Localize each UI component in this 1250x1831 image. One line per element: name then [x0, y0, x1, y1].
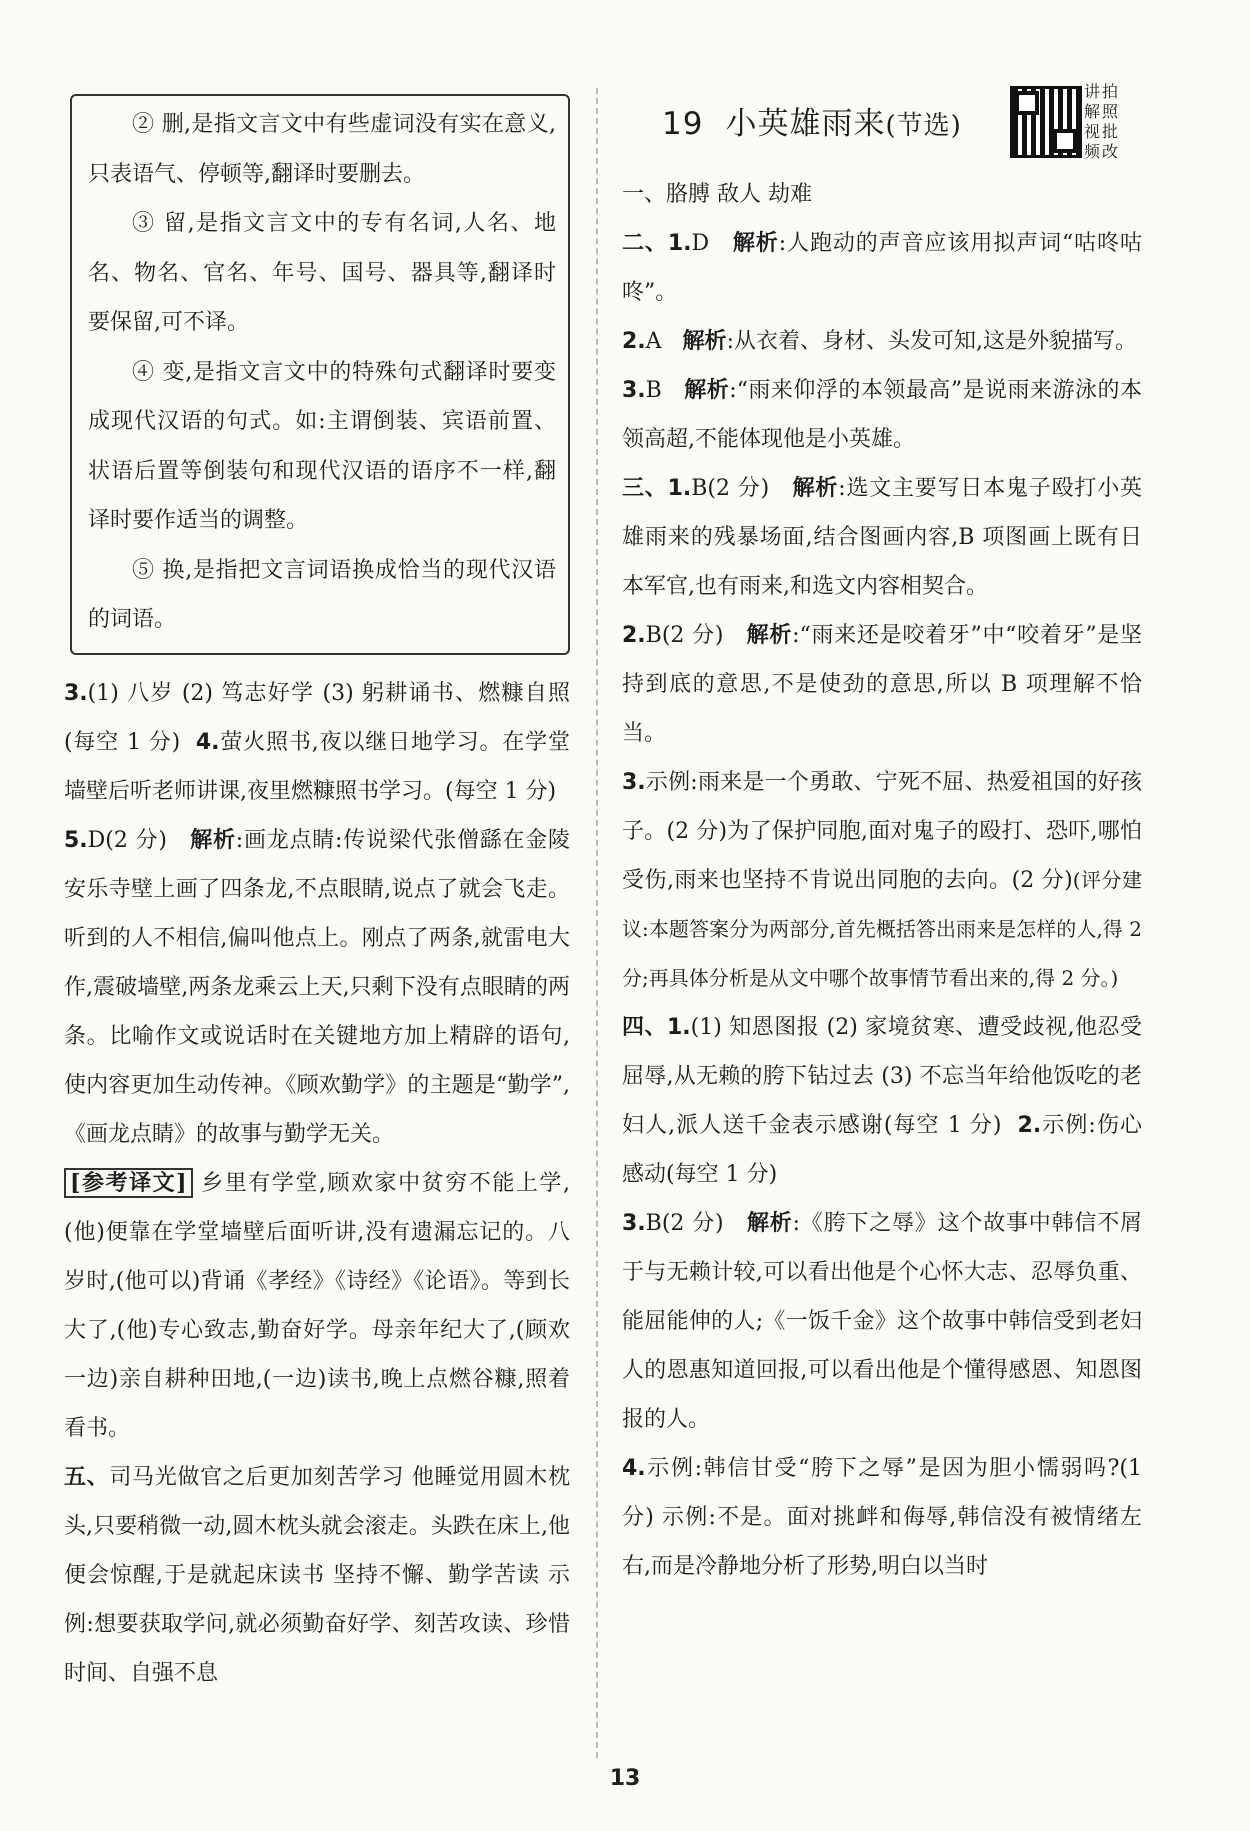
left-column — [64, 86, 570, 1698]
qr-code-icon[interactable] — [1010, 86, 1082, 158]
answer-section-1: 一、胳膊 敌人 劫难 — [622, 182, 812, 207]
answer-section-5: 五、司马光做官之后更加刻苦学习 他睡觉用圆木枕头,只要稍微一动,圆木枕头就会滚走。头跌在床上,他便会惊醒,于是就起床读书 坚持不懈、勤学苦读 示例:想要获取学问,就必须勤奋好学、刻苦攻读、珍惜时间、自强不息 — [64, 1464, 570, 1686]
lesson-title: 19 小英雄雨来(节选) — [662, 106, 962, 142]
answer-3-2: 2.B(2 分) 解析:“雨来还是咬着牙”中“咬着牙”是坚持到底的意思,不是使劲的意思,所以 B 项理解不恰当。 — [622, 622, 1143, 746]
answer-2-3: 3.B 解析:“雨来仰浮的本领最高”是说雨来游泳的本领高超,不能体现他是小英雄。 — [622, 377, 1142, 452]
translation-method-box — [70, 94, 570, 655]
answer-3-3: 3.示例:雨来是一个勇敢、宁死不屈、热爱祖国的好孩子。(2 分)为了保护同胞,面对鬼子的殴打、恐吓,哪怕受伤,雨来也坚持不肯说出同胞的去向。(2 分)(评分建议:本题答案分为两部分,首先概括答出雨来是怎样的人,得 2 分;再具体分析是从文中哪个故事情节看出来的,得 2 分。) — [622, 770, 1142, 990]
answer-q3-q4: 3.(1) 八岁 (2) 笃志好学 (3) 躬耕诵书、燃糠自照(每空 1 分) 4.萤火照书,夜以继日地学习。在学堂墙壁后听老师讲课,夜里燃糠照书学习。(每空 1 分) — [64, 680, 570, 804]
answer-4-3: 3.B(2 分) 解析:《胯下之辱》这个故事中韩信不屑于与无赖计较,可以看出他是个心怀大志、忍辱负重、能屈能伸的人;《一饭千金》这个故事中韩信受到老妇人的恩惠知道回报,可以看出他是个懂得感恩、知恩图报的人。 — [622, 1210, 1142, 1432]
answer-4-1: 四、1.(1) 知恩图报 (2) 家境贫寒、遭受歧视,他忍受屈辱,从无赖的胯下钻过去 (3) 不忘当年给他饭吃的老妇人,派人送千金表示感谢(每空 1 分) 2.示例:伤心 感动(每空 1 分) — [622, 1015, 1142, 1187]
column-divider — [596, 88, 598, 1758]
qr-caption: 讲拍 解照 视批 频改 — [1084, 82, 1121, 161]
answer-q5: 5.D(2 分) 解析:画龙点睛:传说梁代张僧繇在金陵安乐寺壁上画了四条龙,不点眼睛,说点了就会飞走。听到的人不相信,偏叫他点上。刚点了两条,就雷电大作,震破墙壁,两条龙乘云上天,只剩下没有点眼睛的两条。比喻作文或说话时在关键地方加上精辟的语句,使内容更加生动传神。《顾欢勤学》的主题是“勤学”,《画龙点睛》的故事与勤学无关。 — [64, 826, 571, 1147]
reference-tag: [参考译文] — [64, 1168, 193, 1198]
page-number: 13 — [609, 1766, 641, 1791]
box-item-change: ④ 变,是指文言文中的特殊句式翻译时要变成现代汉语的句式。如:主谓倒装、宾语前置、状语后置等倒装句和现代汉语的语序不一样,翻译时要作适当的调整。 — [88, 359, 556, 533]
box-item-replace: ⑤ 换,是指把文言词语换成恰当的现代汉语的词语。 — [88, 557, 556, 632]
reference-translation: [参考译文] 乡里有学堂,顾欢家中贫穷不能上学,(他)便靠在学堂墙壁后面听讲,没有遗漏忘记的。八岁时,(他可以)背诵《孝经》《诗经》《论语》。等到长大了,(他)专心致志,勤奋好学。母亲年纪大了,(顾欢一边)亲自耕种田地,(一边)读书,晚上点燃谷糠,照着看书。 — [64, 1169, 570, 1441]
answer-2-2: 2.A 解析:从衣着、身材、头发可知,这是外貌描写。 — [622, 328, 1137, 354]
answer-2-1: 二、1.D 解析:人跑动的声音应该用拟声词“咕咚咕咚”。 — [622, 230, 1142, 305]
scoring-note: (评分建议:本题答案分为两部分,首先概括答出雨来是怎样的人,得 2 分;再具体分析是从文中哪个故事情节看出来的,得 2 分。) — [622, 868, 1142, 990]
answer-4-4: 4.示例:韩信甘受“胯下之辱”是因为胆小懦弱吗?(1 分) 示例:不是。面对挑衅和侮辱,韩信没有被情绪左右,而是冷静地分析了形势,明白以当时 — [622, 1456, 1142, 1579]
lesson-header — [622, 82, 1142, 170]
box-item-keep: ③ 留,是指文言文中的专有名词,人名、地名、物名、官名、年号、国号、器具等,翻译时要保留,可不译。 — [88, 211, 556, 335]
right-column — [622, 82, 1143, 1591]
answer-3-1: 三、1.B(2 分) 解析:选文主要写日本鬼子殴打小英雄雨来的残暴场面,结合图画内容,B 项图画上既有日本军官,也有雨来,和选文内容相契合。 — [622, 475, 1142, 599]
box-item-delete: ② 删,是指文言文中有些虚词没有实在意义,只表语气、停顿等,翻译时要删去。 — [88, 112, 556, 187]
